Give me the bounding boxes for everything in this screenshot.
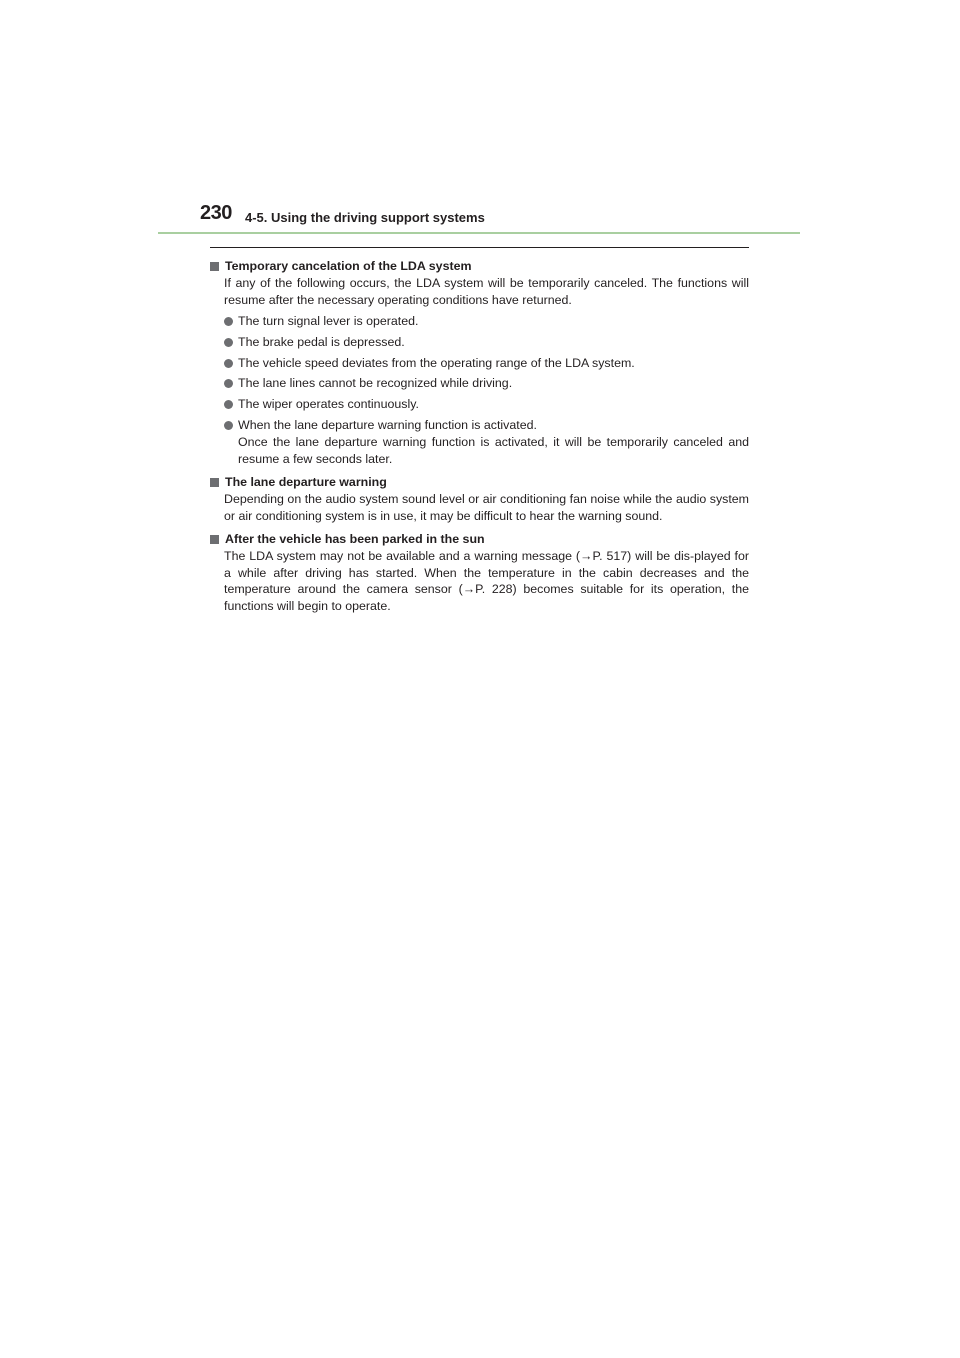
section-body: Depending on the audio system sound level or air conditioning fan noise while the audio system or air conditioning system is in use, it may be difficult to hear the warning sound.: [224, 491, 749, 523]
list-item: [210, 334, 749, 351]
list-item-text: [238, 417, 749, 468]
round-bullet-icon: [224, 359, 233, 368]
section-block: [210, 258, 749, 468]
section-block: [210, 531, 749, 616]
list-item: [210, 375, 749, 392]
section-body: If any of the following occurs, the LDA system will be temporarily canceled. The functions will resume after the necessary operating conditions have returned.: [224, 275, 749, 307]
round-bullet-icon: [224, 421, 233, 430]
list-item-text: The vehicle speed deviates from the operating range of the LDA system.: [238, 355, 635, 370]
section-title-text: After the vehicle has been parked in the sun: [225, 531, 485, 546]
section-title: 4-5. Using the driving support systems: [245, 210, 485, 225]
list-item-text: The wiper operates continuously.: [238, 397, 419, 412]
content-divider: [210, 247, 749, 248]
section-body: The LDA system may not be available and a warning message (→P. 517) will be dis-played for a while after driving has started. When the temperature in the cabin decreases and the temperature around the camera sensor (→P. 228) becomes suitable for its operation, the functions will begin to operate.: [224, 548, 749, 614]
list-item-subtext: Once the lane departure warning function is activated, it will be temporarily canceled and resume a few seconds later.: [238, 435, 749, 467]
section-heading: [210, 474, 749, 491]
section-block: [210, 474, 749, 525]
list-item-text: The lane lines cannot be recognized while driving.: [238, 376, 513, 391]
list-item: [210, 396, 749, 413]
round-bullet-icon: [224, 400, 233, 409]
page-content: [210, 258, 749, 617]
round-bullet-icon: [224, 317, 233, 326]
round-bullet-icon: [224, 379, 233, 388]
section-title-text: The lane departure warning: [225, 474, 387, 489]
page-number: 230: [200, 202, 232, 224]
list-item: [210, 313, 749, 330]
round-bullet-icon: [224, 338, 233, 347]
page-header: [200, 202, 800, 236]
header-divider: [158, 232, 800, 234]
section-heading: [210, 531, 749, 548]
square-bullet-icon: [210, 535, 219, 544]
section-heading: [210, 258, 749, 275]
square-bullet-icon: [210, 478, 219, 487]
list-item-text: The turn signal lever is operated.: [238, 313, 419, 328]
list-item: [210, 417, 749, 468]
section-title-text: Temporary cancelation of the LDA system: [225, 259, 472, 273]
list-item-line: When the lane departure warning function is activated.: [238, 418, 537, 433]
square-bullet-icon: [210, 262, 219, 271]
list-item-text: The brake pedal is depressed.: [238, 334, 405, 349]
list-item: [210, 355, 749, 372]
